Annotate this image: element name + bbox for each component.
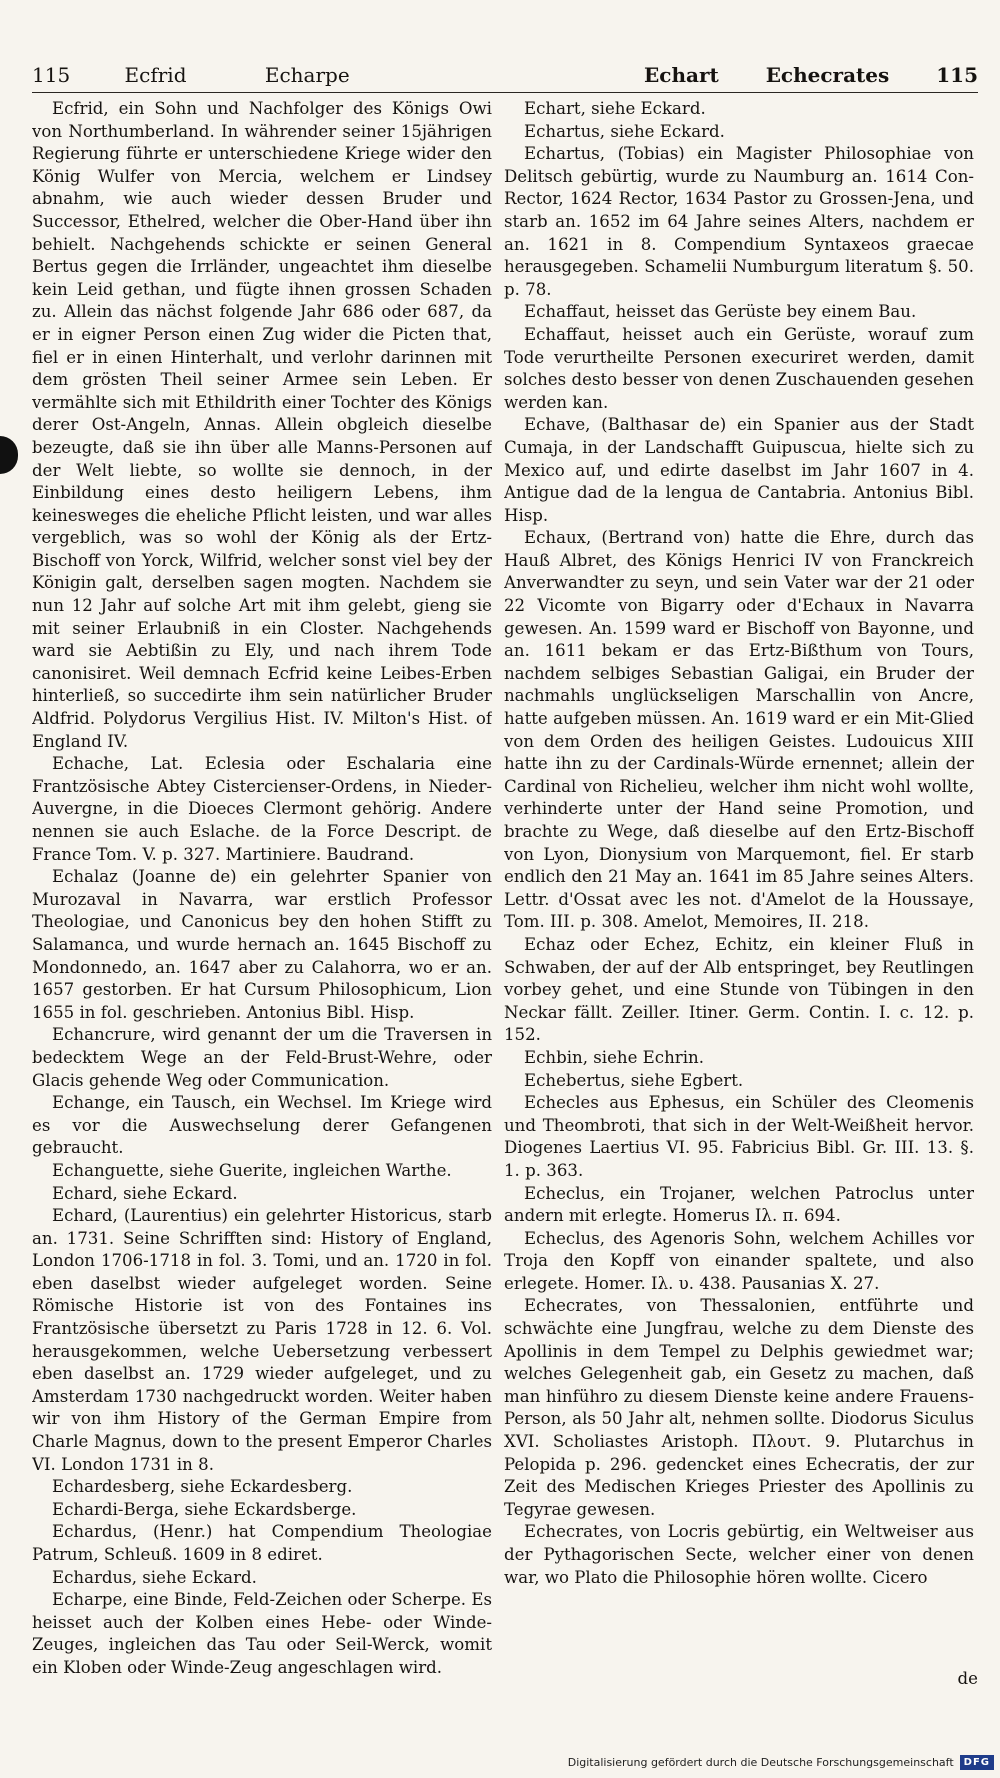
dfg-logo-icon: DFG [960,1755,994,1770]
right-catchword-first: Echart [644,63,719,87]
running-head-left [32,60,382,90]
footer-text: Digitalisierung gefördert durch die Deutsche Forschungsgemeinschaft [567,1756,954,1769]
entry-echave: Echave, (Balthasar de) ein Spanier aus der Stadt Cumaja, in der Landschafft Guipuscua, hielte sich zu Mexico auf, und edirte daselbst im Jahr 1607 in 4. Antigue dad de la lengua de Cantabria. Antonius Bibl. Hisp. [504,415,974,525]
right-page-number: 115 [936,63,978,87]
running-head [32,60,978,90]
entry-echardi-berga: Echardi-Berga, siehe Eckardsberge. [52,1499,357,1519]
entry-echache: Echache, Lat. Eclesia oder Eschalaria eine Frantzösische Abtey Cistercienser-Ordens, in Nieder-Auvergne, in die Dioeces Clermont gehörig. Andere nennen sie auch Eslache. de la Force Descript. de France Tom. V. p. 327. Martiniere. Baudrand. [32,754,492,864]
entry-echaffaut-geruest: Echaffaut, heisset auch ein Gerüste, worauf zum Tode verurtheilte Personen execuriret werden, damit solches desto besser von denen Zuschauenden gesehen werden kan. [504,324,974,412]
entry-ecfrid: Ecfrid, ein Sohn und Nachfolger des Königs Owi von Northumberland. In währender seiner 15jährigen Regierung führte er unterschiedene Kriege wider den König Wulfer von Mercia, welchem er Lindsey abnahm, wie auch wieder dessen Bruder und Successor, Ethelred, welcher die Ober-Hand über ihn behielt. Nachgehends schickte er seinen General Bertus gegen die Irrländer, ungeachtet ihm dieselbe kein Leid gethan, und fügte ihnen grossen Schaden zu. Allein das nächst folgende Jahr 686 oder 687, da er in eigner Person einen Zug wider die Picten that, fiel er in einen Hinterhalt, und verlohr darinnen mit dem grösten Theil seiner Armee sein Leben. Er vermählte sich mit Ethildrith einer Tochter des Königs derer Ost-Angeln, Annas. Allein obgleich dieselbe bezeugte, daß sie ihn über alle Manns-Personen auf der Welt liebte, so wollte sie dennoch, in der Einbildung eines desto heiligern Lebens, ihm keinesweges die eheliche Pflicht leisten, und war alles vergeblich, was so wohl der König als der Ertz-Bischoff von Yorck, Wilfrid, welcher sonst viel bey der Königin galt, derselben sagen mogten. Nachdem sie nun 12 Jahr auf solche Art mit ihm gelebt, gieng sie mit seiner Erlaubniß in ein Closter. Nachgehends ward sie Aebtißin zu Ely, und nach ihrem Tode canonisiret. Weil demnach Ecfrid keine Leibes-Erben hinterließ, so succedirte ihm sein natürlicher Bruder Aldfrid. Polydorus Vergilius Hist. IV. Milton's Hist. of England IV. [32,99,492,751]
entry-echecrates-thessalonien: Echecrates, von Thessalonien, entführte und schwächte eine Jungfrau, welche zu dem Dienste des Apollinis in dem Tempel zu Delphis gewiedmet war; welches Gelegenheit gab, ein Gesetz zu machen, daß man hinführo zu diesem Dienste keine andere Frauens-Person, als 50 Jahr alt, nehmen sollte. Diodorus Siculus XVI. Scholiastes Aristoph. Πλουτ. 9. Plutarchus in Pelopida p. 296. gedencket eines Echecratis, der zur Zeit des Medischen Krieges Priester des Apollinis zu Tegyrae gewesen. [504,1296,974,1519]
entry-echange: Echange, ein Tausch, ein Wechsel. Im Kriege wird es vor die Auswechselung derer Gefangenen gebraucht. [32,1093,492,1158]
entry-echard-laurentius: Echard, (Laurentius) ein gelehrter Historicus, starb an. 1731. Seine Schrifften sind: History of England, London 1706-1718 in fol. 3. Tomi, und an. 1720 in fol. eben daselbst wieder aufgeleget worden. Seine Römische Historie ist von des Fontaines ins Frantzösische übersetzt zu Paris 1728 in 12. 6. Vol. herausgekommen, welche Uebersetzung verbessert eben daselbst an. 1729 wieder aufgeleget, und zu Amsterdam 1730 nachgedruckt worden. Weiter haben wir von ihm History of the German Empire from Charle Magnus, down to the present Emperor Charles VI. London 1731 in 8. [32,1206,492,1474]
ink-blot [0,436,18,474]
catchword: de [957,1669,978,1688]
right-catchword-last: Echecrates [765,63,890,87]
entry-echaux: Echaux, (Bertrand von) hatte die Ehre, durch das Hauß Albret, des Königs Henrici IV von Franckreich Anverwandter zu seyn, und sein Vater war der 21 oder 22 Vicomte von Bigarry oder d'Echaux in Navarra gewesen. An. 1599 ward er Bischoff von Bayonne, und an. 1611 bekam er das Ertz-Bißthum von Tours, nachdem selbiges Sebastian Galigai, ein Bruder der nachmahls unglückseligen Marschallin von Ancre, hatte aufgeben müssen. An. 1619 ward er ein Mit-Glied von dem Orden des heiligen Geistes. Ludouicus XIII hatte ihn zu der Cardinals-Würde ernennet; allein der Cardinal von Richelieu, welcher ihm nicht wohl wollte, verhinderte unter der Hand seine Promotion, und brachte zu Wege, daß dieselbe auf den Ertz-Bischoff von Lyon, Dionysium von Marquemont, fiel. Er starb endlich den 21 May an. 1641 im 85 Jahre seines Alters. Lettr. d'Ossat avec les not. d'Amelot de la Houssaye, Tom. III. p. 308. Amelot, Memoires, II. 218. [504,528,974,932]
entry-echbin: Echbin, siehe Echrin. [524,1047,704,1067]
entry-echalaz: Echalaz (Joanne de) ein gelehrter Spanier von Murozaval in Navarra, war erstlich Professor Theologiae, und Canonicus bey den hohen Stifft zu Salamanca, und wurde hernach an. 1645 Bischoff zu Mondonnedo, an. 1647 aber zu Calahorra, wo er an. 1657 gestorben. Er hat Cursum Philosophicum, Lion 1655 in fol. geschrieben. Antonius Bibl. Hisp. [32,867,492,1022]
entry-echeclus-trojaner: Echeclus, ein Trojaner, welchen Patroclus unter andern mit erlegte. Homerus Ιλ. π. 694. [504,1183,974,1226]
entry-echeclus-agenoris: Echeclus, des Agenoris Sohn, welchem Achilles vor Troja den Kopff von einander spaltete, und also erlegete. Homer. Ιλ. υ. 438. Pausanias X. 27. [504,1228,974,1293]
entry-echardus-henr: Echardus, (Henr.) hat Compendium Theologiae Patrum, Schleuß. 1609 in 8 ediret. [32,1522,492,1564]
left-catchword-last: Echarpe [264,63,350,87]
entry-echecrates-locris: Echecrates, von Locris gebürtig, ein Weltweiser aus der Pythagorischen Secte, welcher einer von denen war, wo Plato die Philosophie hören wollte. Cicero [504,1522,974,1587]
header-rule [32,92,978,93]
entry-echartus-tobias: Echartus, (Tobias) ein Magister Philosophiae von Delitsch gebürtig, wurde zu Naumburg an. 1614 Con-Rector, 1624 Rector, 1634 Pastor zu Grossen-Jena, und starb an. 1652 im 64 Jahre seines Alters, nachdem er an. 1621 in 8. Compendium Syntaxeos graecae herausgegeben. Schamelii Numburgum literatum §. 50. p. 78. [504,144,974,299]
entry-echebertus: Echebertus, siehe Egbert. [524,1070,744,1090]
entry-echaffaut-bau: Echaffaut, heisset das Gerüste bey einem Bau. [524,302,917,322]
entry-echaz: Echaz oder Echez, Echitz, ein kleiner Fluß in Schwaben, der auf der Alb entspringet, bey Reutlingen vorbey gehet, und eine Stunde von Tübingen in den Neckar fällt. Zeiller. Itiner. Germ. Contin. I. c. 12. p. 152. [504,934,974,1045]
entry-echancrure: Echancrure, wird genannt der um die Traversen in bedecktem Wege an der Feld-Brust-Wehre, oder Glacis gehende Weg oder Communication. [32,1025,492,1090]
left-catchword-first: Ecfrid [124,63,187,87]
entry-echartus-ref: Echartus, siehe Eckard. [524,121,725,141]
running-head-right [604,60,978,90]
digitization-footer [568,1755,994,1770]
entry-echardesberg: Echardesberg, siehe Eckardesberg. [52,1477,353,1497]
entry-echardus-ref: Echardus, siehe Eckard. [52,1567,257,1587]
right-column [504,98,974,1688]
entry-echecles: Echecles aus Ephesus, ein Schüler des Cleomenis und Theombroti, that sich in der Welt-Weißheit hervor. Diogenes Laertius VI. 95. Fabricius Bibl. Gr. III. 13. §. 1. p. 363. [504,1093,974,1180]
entry-echart: Echart, siehe Eckard. [524,99,706,118]
entry-echarpe: Echarpe, eine Binde, Feld-Zeichen oder Scherpe. Es heisset auch der Kolben eines Hebe- oder Winde-Zeuges, ingleichen das Tau oder Seil-Werck, womit ein Kloben oder Winde-Zeug angeschlagen wird. [32,1590,492,1677]
entry-echard-ref: Echard, siehe Eckard. [52,1183,238,1203]
left-page-number: 115 [32,63,71,87]
left-column [32,98,492,1688]
entry-echanguette: Echanguette, siehe Guerite, ingleichen Warthe. [52,1160,452,1180]
